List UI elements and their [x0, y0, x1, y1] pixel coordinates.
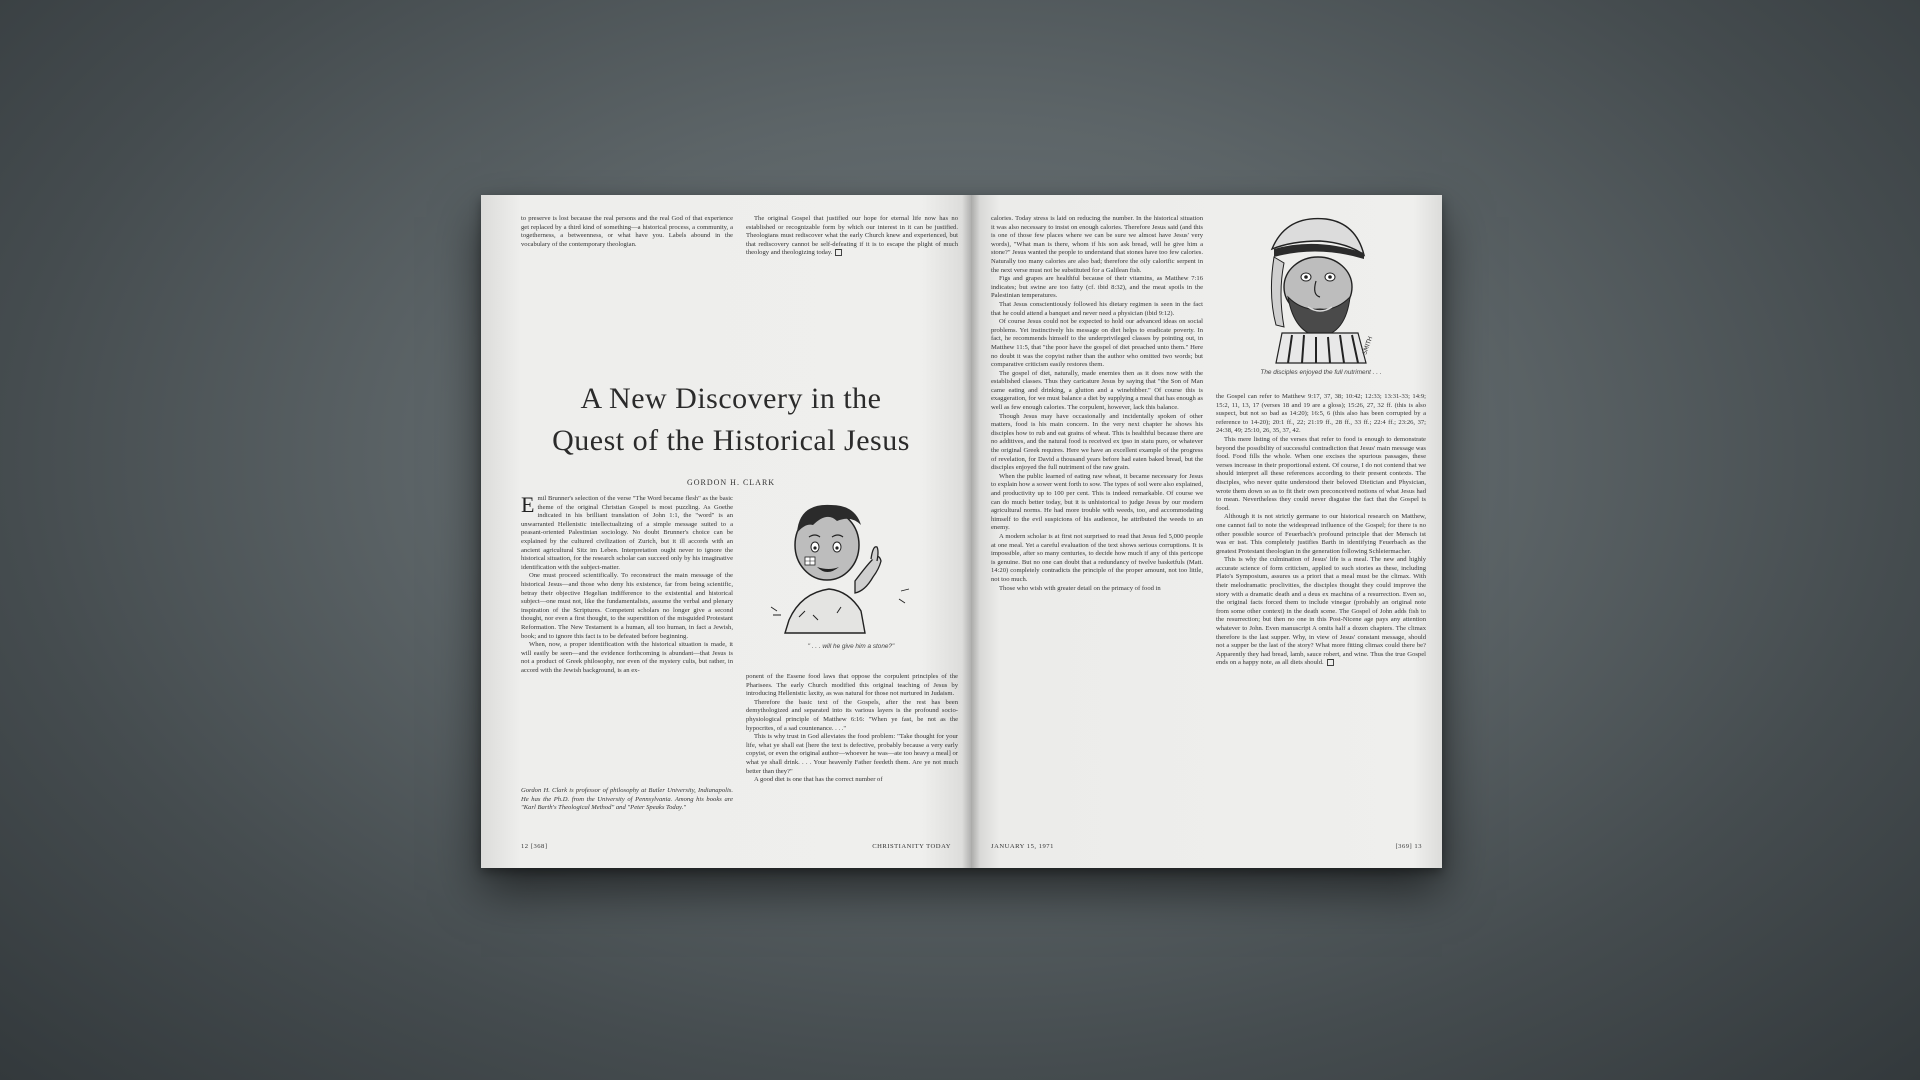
author-bio: Gordon H. Clark is professor of philosophy at Butler University, Indianapolis. He has the Ph.D. from the University of Pennsylvania. Among his books are "Karl Barth's Theological Method" and "Peter Speaks Today."	[521, 787, 733, 812]
top-col2-text: The original Gospel that justified our hope for eternal life now has no established or recognizable form by which our interest in it can be justified. Theologians must rediscover what the early Church knew and experienced, but that rediscovery cannot be self-defeating if it is to escape the plight of much theology and theologizing today.	[746, 215, 958, 257]
article-title	[511, 378, 951, 462]
r-col2-paragraph-1: the Gospel can refer to Matthew 9:17, 37, 38; 10:42; 12:33; 13:31-33; 14:9; 15:2, 11, 13, 17 (verses 18 and 19 are a gloss); 15:26, 27, 32 ff. (this is also suspect, but not so bad as 14:20); 16:5, 6 (this also has been corrupted by a reference to 14-20); 20:1 ff., 22; 21:19 ff., 28 ff., 33 ff.; 22:4 ff.; 23:26, 37; 24:38, 49; 25:10, 26, 35, 37, 42.	[1216, 393, 1426, 435]
r-col1-paragraph-5: The gospel of diet, naturally, made enemies then as it does now with the established classes. Thus they caricature Jesus by saying that "the Son of Man came eating and drinking, a glutton and a winebibber." Of course this is exaggeration, for we must balance a diet by supplying a meal that has enough as well as few enough calories. The corpulent, however, lack this balance.	[991, 369, 1203, 412]
magazine-spread	[481, 195, 1442, 868]
col2-paragraph-1: ponent of the Essene food laws that oppose the corpulent principles of the Pharisees. The early Church modified this original teaching of Jesus by introducing Hellenistic laxity, as was natural for those not nurtured in Judaism.	[746, 673, 958, 698]
left-body-column-1	[521, 495, 733, 777]
left-illustration-caption: " . . . will he give him a stone?"	[807, 643, 895, 650]
title-line-2: Quest of the Historical Jesus	[552, 424, 910, 457]
boy-with-thumbs-up-illustration	[751, 495, 951, 643]
boy-drawing	[751, 495, 951, 643]
r-col2-paragraph-3: Although it is not strictly germane to our historical research on Matthew, one cannot fail to note the widespread influence of the Gospel; for there is no other possible source of Feuerbach's profound principle that der Mensch ist was er isst. This completely justifies Barth in identifying Feuerbach as the greatest Protestant theologian in the generation following Schleiermacher.	[1216, 513, 1426, 555]
r-col1-paragraph-2: Figs and grapes are healthful because of their vitamins, as Matthew 7:16 indicates; but swine are too fatty (cf. ibid 8:32), and the meat spoils in the Palestinian temperatures.	[991, 275, 1203, 300]
left-running-head: CHRISTIANITY TODAY	[872, 843, 951, 850]
r-col1-paragraph-8: A modern scholar is at first not surprised to read that Jesus fed 5,000 people at one meal. Yet a careful evaluation of the text shows serious corruptions. It is impossible, after so many centuries, to decide how much if any of this pericope is genuine. But no one can doubt that a redundancy of twelve basketfuls (Matt. 14:20) completely contradicts the principle of the proper amount, not too little, not too much.	[991, 532, 1203, 583]
col2-paragraph-4: A good diet is one that has the correct number of	[754, 776, 883, 784]
left-body-column-2	[746, 673, 958, 827]
byline: GORDON H. CLARK	[686, 478, 776, 487]
right-illustration-caption: The disciples enjoyed the full nutriment . . .	[1260, 369, 1382, 376]
left-page	[481, 195, 971, 868]
col2-paragraph-2: Therefore the basic text of the Gospels, after the rest has been demythologized and separated into its various layers is the profound socio-physiological principle of Matthew 6:16: "When ye fast, be not as the hypocrites, of a sad countenance. . . ."	[746, 698, 958, 732]
right-body-column-1	[991, 215, 1203, 827]
end-mark-icon	[1327, 659, 1334, 666]
col2-paragraph-3: This is why trust in God alleviates the food problem: "Take thought for your life, what ye shall eat [here the text is defective, probably because a very early copyist, or even the original author—whoever he was—ate too heavy a meal] or what ye shall drink. . . . Your heavenly Father feedeth them. Are ye not much better than they?"	[746, 733, 958, 775]
drop-cap: E	[521, 495, 535, 517]
left-top-column-2	[746, 215, 958, 275]
right-page-number: [369] 13	[1395, 843, 1422, 850]
r-col1-paragraph-7: When the public learned of eating raw wheat, it became necessary for Jesus to explain how a sower went forth to sow. The types of soil were also explained, and productivity up to 100 per cent. This is indeed remarkable. Of course we can do much better today, but it is unhistorical to judge Jesus by our modern agricultural norms. He had more trouble with weeds, too, and accommodating himself to the evil suspicions of his audience, he attributed the weeds to an enemy.	[991, 472, 1203, 532]
r-col1-paragraph-9: Those who wish with greater detail on the primacy of food in	[999, 584, 1161, 592]
r-col1-paragraph-6: Though Jesus may have occasionally and incidentally spoken of other matters, food is his main concern. In the very next chapter he shows his disciples how to rub and eat grains of wheat. This is healthful because there are no additives, and the natural food is received ex ipso in statu puro, or whatever the original Greek requires. Here we have an excellent example of the progress of revelation, for David a thousand years before had eaten baked bread, but the disciples enjoyed the full nutriment of the raw grain.	[991, 412, 1203, 472]
right-issue-date: JANUARY 15, 1971	[991, 843, 1054, 850]
right-body-column-2	[1216, 393, 1426, 827]
svg-text:SMITH: SMITH	[1361, 335, 1375, 356]
body-paragraph-1: Emil Brunner's selection of the verse "The Word became flesh" as the basic theme of the original Christian Gospel is most puzzling. As Goethe indicated in his brilliant translation of John 1:1, the "word" is an unwarranted Hellenistic intellectualizing of a simple message suited to a peasant-oriented Palestinian sociology. No doubt Brunner's choice can be explained by the cultured civilization of Zurich, but it ill accords with an ancient agricultural Sitz im Leben. Interpretation ought never to ignore the historical situation, for the research scholar can succeed only by his imaginative identification with the subject-matter.	[521, 495, 733, 571]
left-page-number: 12 [368]	[521, 843, 548, 850]
r-col2-paragraph-2: This mere listing of the verses that refer to food is enough to demonstrate beyond the possibility of successful contradiction that Jesus' main message was food. Food fills the whole. When one excises the spurious passages, these verses increase in their proportional extent. Of course, I do not contend that we should interpret all these references according to their present contexts. The disciples, who never quite understood their beloved Dietician and Physician, wrote them down so as to fit their own preconceived notions of what Jesus had to mean. Nevertheless they could never disguise the fact that the Gospel is food.	[1216, 435, 1426, 512]
body-paragraph-2: One must proceed scientifically. To reconstruct the main message of the historical Jesus—and those who deny his existence, far from being scientific, betray their objective Hegelian indifference to the existential and historical subject—one must not, like the fundamentalists, assume the verbal and plenary inspiration of the Scriptures. Competent scholars no longer give a second thought, nor even a first thought, to the superstition of the misguided Protestant Reformation. The New Testament is a human, all too human, in fact a Jewish, book; and to ignore this fact is to be defeated before beginning.	[521, 572, 733, 640]
body-paragraph-3: When, now, a proper identification with the historical situation is made, it will easily be seen—and the evidence forthcoming is abundant—that Jesus is not a product of Greek philosophy, nor even of the mystery cults, but rather, in accord with the Jewish background, is an ex-	[521, 641, 733, 674]
r-col2-paragraph-4: This is why the culmination of Jesus' life is a meal. The new and highly accurate science of form criticism, applied to such stories as these, including Plato's Symposium, assures us a priori that a meal must be the climax. With their melodramatic proclivities, the disciples thought they could improve the story with a dramatic death and a deus ex machina of a resurrection. Even so, the original facts forced them to include vinegar (probably an original note from some other context) in the death scene. The Gospel of John adds fish to the resurrection; but then no one in this Post-Nicene age pays any attention whatever to John. Even manuscript A omits half a dozen chapters. The climax therefore is the last supper. Why, in view of Jesus' constant message, should not a supper be the last of the story? What more fitting climax could there be? Apparently they had bread, lamb, sauce robert, and wine. Thus the true Gospel ends on a happy note, as all diets should.	[1216, 556, 1426, 667]
r-col1-paragraph-3: That Jesus conscientiously followed his dietary regimen is seen in the fact that he could attend a banquet and never need a physician (ibid 9:12).	[991, 300, 1203, 317]
title-line-1: A New Discovery in the	[580, 382, 882, 415]
right-page	[971, 195, 1442, 868]
end-mark-icon	[835, 249, 842, 256]
r-col1-paragraph-4: Of course Jesus could not be expected to hold our advanced ideas on social problems. Yet instinctively his message on diet helps to eradicate poverty. In fact, he recommends himself to the underprivileged classes by pointing out, in Matthew 11:5, that "the poor have the gospel of diet preached unto them." Here no doubt it was the copyist rather than the author who omitted two words; but comparative criticism easily restores them.	[991, 318, 1203, 369]
left-top-column-1: to preserve is lost because the real persons and the real God of that experience get replaced by a third kind of something—a historical process, a community, a togetherness, a betweenness, or what have you. Labels abound in the vocabulary of the contemporary theologian.	[521, 215, 733, 248]
man-drawing	[1216, 215, 1426, 365]
spine-gutter	[962, 195, 980, 868]
bearded-man-with-headscarf-illustration	[1216, 215, 1426, 365]
r-col1-paragraph-1: calories. Today stress is laid on reducing the number. In the historical situation it was also necessary to insist on enough calories. Therefore Jesus said (and this is one of those few places where we can be sure we almost have Jesus' very words), "What man is there, whom if his son ask bread, will he give him a stone?" Jesus wanted the people to understand that stones have too few calories. Naturally too many calories are also bad; therefore the oily calorific serpent in the next verse must not be substituted for a Galilean fish.	[991, 215, 1203, 274]
